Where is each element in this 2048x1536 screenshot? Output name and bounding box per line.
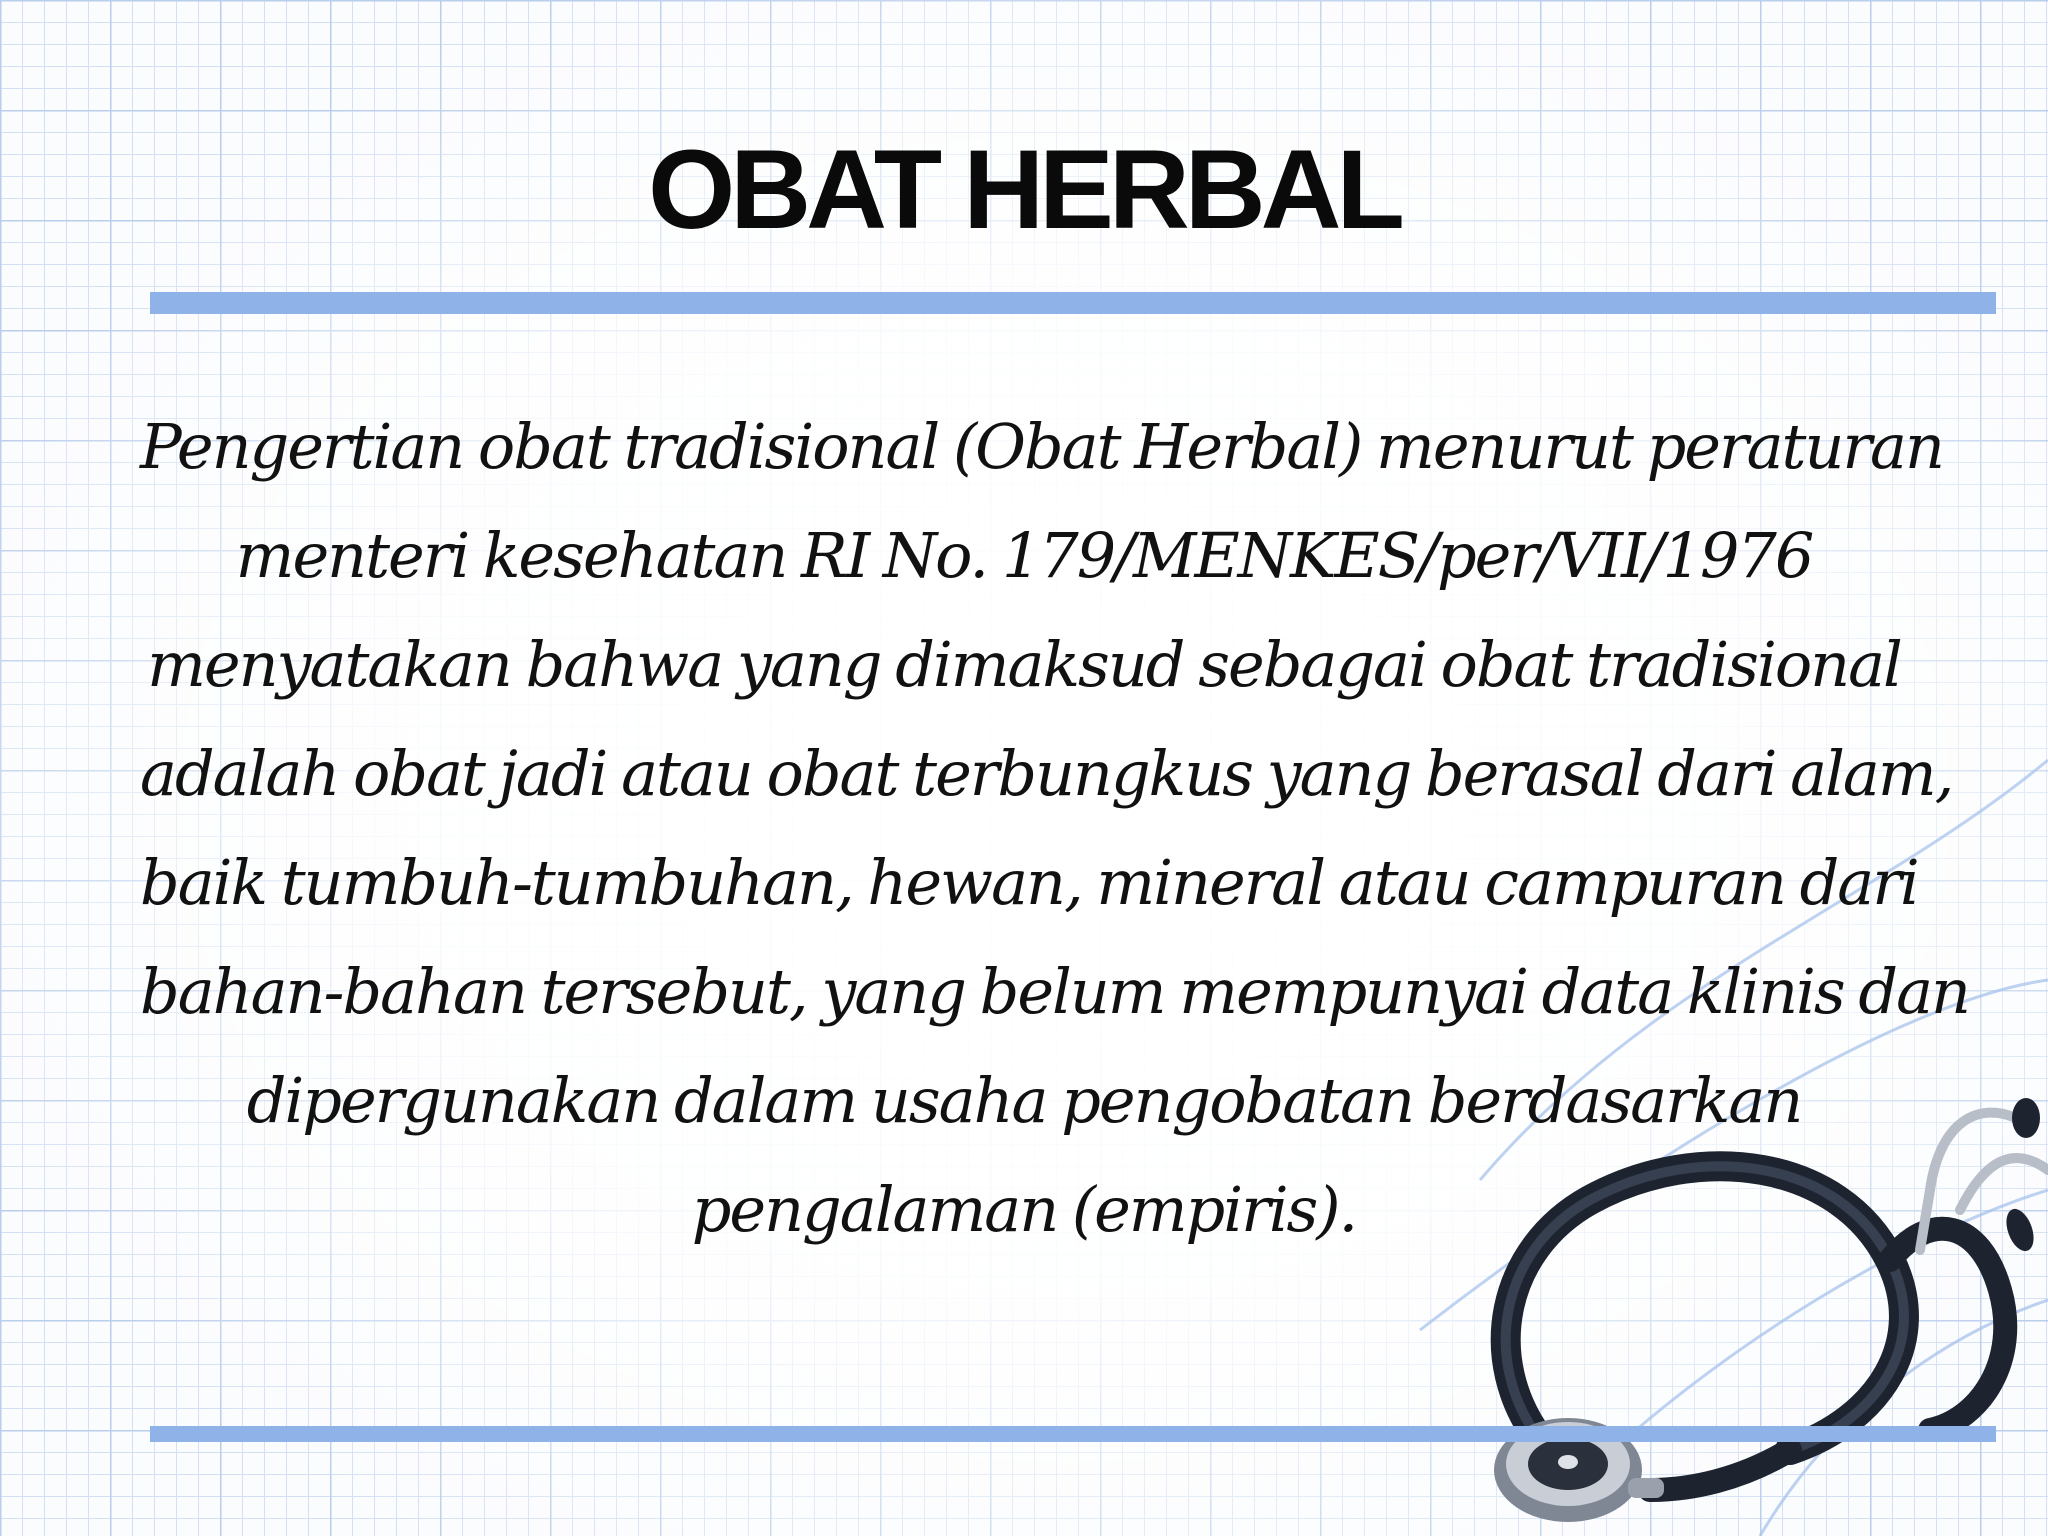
body-line: bahan-bahan tersebut, yang belum mempunyai data klinis dan <box>140 955 1969 1028</box>
body-line: dipergunakan dalam usaha pengobatan berdasarkan <box>246 1064 1802 1137</box>
footer-divider <box>150 1426 1996 1442</box>
body-line: pengalaman (empiris). <box>691 1173 1357 1246</box>
body-line: Pengertian obat tradisional (Obat Herbal) menurut peraturan <box>140 410 1943 483</box>
body-line: baik tumbuh-tumbuhan, hewan, mineral atau campuran dari <box>140 846 1918 919</box>
body-line: adalah obat jadi atau obat terbungkus yang berasal dari alam, <box>140 737 1953 810</box>
body-line: menyatakan bahwa yang dimaksud sebagai obat tradisional <box>147 628 1901 701</box>
title-divider <box>150 292 1996 314</box>
stethoscope-icon <box>1460 1060 2048 1536</box>
slide-title: OBAT HERBAL <box>648 127 1400 252</box>
body-line: menteri kesehatan RI No. 179/MENKES/per/VII/1976 <box>235 519 1813 592</box>
